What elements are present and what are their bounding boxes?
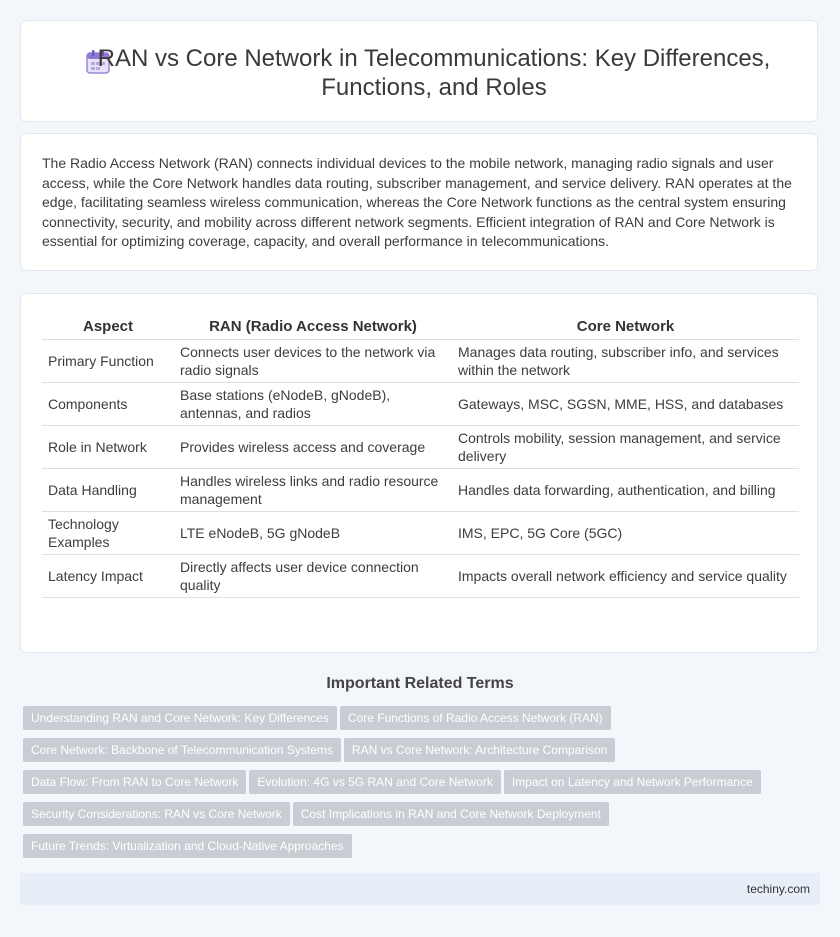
table-cell: Technology Examples: [42, 512, 174, 555]
table-cell: Components: [42, 383, 174, 426]
related-term-tag[interactable]: Data Flow: From RAN to Core Network: [23, 770, 246, 794]
table-cell: Controls mobility, session management, and service delivery: [452, 426, 799, 469]
comparison-table: [42, 314, 799, 598]
title-card: [20, 20, 818, 122]
related-term-tag[interactable]: Cost Implications in RAN and Core Network Deployment: [293, 802, 609, 826]
related-terms-list: [23, 706, 823, 866]
intro-paragraph: The Radio Access Network (RAN) connects individual devices to the mobile network, managing radio signals and user access, while the Core Network handles data routing, subscriber management, and service delivery. RAN operates at the edge, facilitating seamless wireless communication, whereas the Core Network functions as the central system ensuring connectivity, security, and mobility across different network segments. Efficient integration of RAN and Core Network is essential for optimizing coverage, capacity, and overall performance in telecommunications.: [42, 155, 792, 250]
table-cell: LTE eNodeB, 5G gNodeB: [174, 512, 452, 555]
related-term-tag[interactable]: RAN vs Core Network: Architecture Comparison: [344, 738, 615, 762]
table-row: [42, 383, 799, 426]
related-term-tag[interactable]: Future Trends: Virtualization and Cloud-Native Approaches: [23, 834, 352, 858]
table-cell: Base stations (eNodeB, gNodeB), antennas, and radios: [174, 383, 452, 426]
header-ran: RAN (Radio Access Network): [174, 314, 452, 340]
table-cell: Latency Impact: [42, 555, 174, 598]
header-core: Core Network: [452, 314, 799, 340]
related-term-tag[interactable]: Evolution: 4G vs 5G RAN and Core Network: [249, 770, 500, 794]
table-cell: Manages data routing, subscriber info, and services within the network: [452, 340, 799, 383]
table-header-row: [42, 314, 799, 340]
header-aspect: Aspect: [42, 314, 174, 340]
related-terms-heading: Important Related Terms: [326, 675, 514, 692]
table-cell: Directly affects user device connection quality: [174, 555, 452, 598]
table-cell: Provides wireless access and coverage: [174, 426, 452, 469]
related-term-tag[interactable]: Security Considerations: RAN vs Core Network: [23, 802, 290, 826]
comparison-table-card: [20, 293, 818, 653]
page-title: RAN vs Core Network in Telecommunications: Key Differences, Functions, and Roles: [97, 45, 771, 101]
table-cell: IMS, EPC, 5G Core (5GC): [452, 512, 799, 555]
table-cell: Gateways, MSC, SGSN, MME, HSS, and databases: [452, 383, 799, 426]
related-term-tag[interactable]: Core Functions of Radio Access Network (RAN): [340, 706, 611, 730]
table-cell: Primary Function: [42, 340, 174, 383]
table-row: [42, 340, 799, 383]
table-cell: Connects user devices to the network via radio signals: [174, 340, 452, 383]
intro-card: [20, 133, 818, 271]
table-cell: Role in Network: [42, 426, 174, 469]
table-cell: Handles wireless links and radio resource management: [174, 469, 452, 512]
related-term-tag[interactable]: Core Network: Backbone of Telecommunication Systems: [23, 738, 341, 762]
table-row: [42, 555, 799, 598]
table-row: [42, 469, 799, 512]
table-cell: Data Handling: [42, 469, 174, 512]
footer: [20, 873, 820, 905]
footer-site-link[interactable]: techiny.com: [746, 882, 810, 896]
table-row: [42, 512, 799, 555]
related-term-tag[interactable]: Understanding RAN and Core Network: Key Differences: [23, 706, 337, 730]
table-cell: Impacts overall network efficiency and service quality: [452, 555, 799, 598]
related-term-tag[interactable]: Impact on Latency and Network Performance: [504, 770, 761, 794]
table-row: [42, 426, 799, 469]
table-cell: Handles data forwarding, authentication, and billing: [452, 469, 799, 512]
